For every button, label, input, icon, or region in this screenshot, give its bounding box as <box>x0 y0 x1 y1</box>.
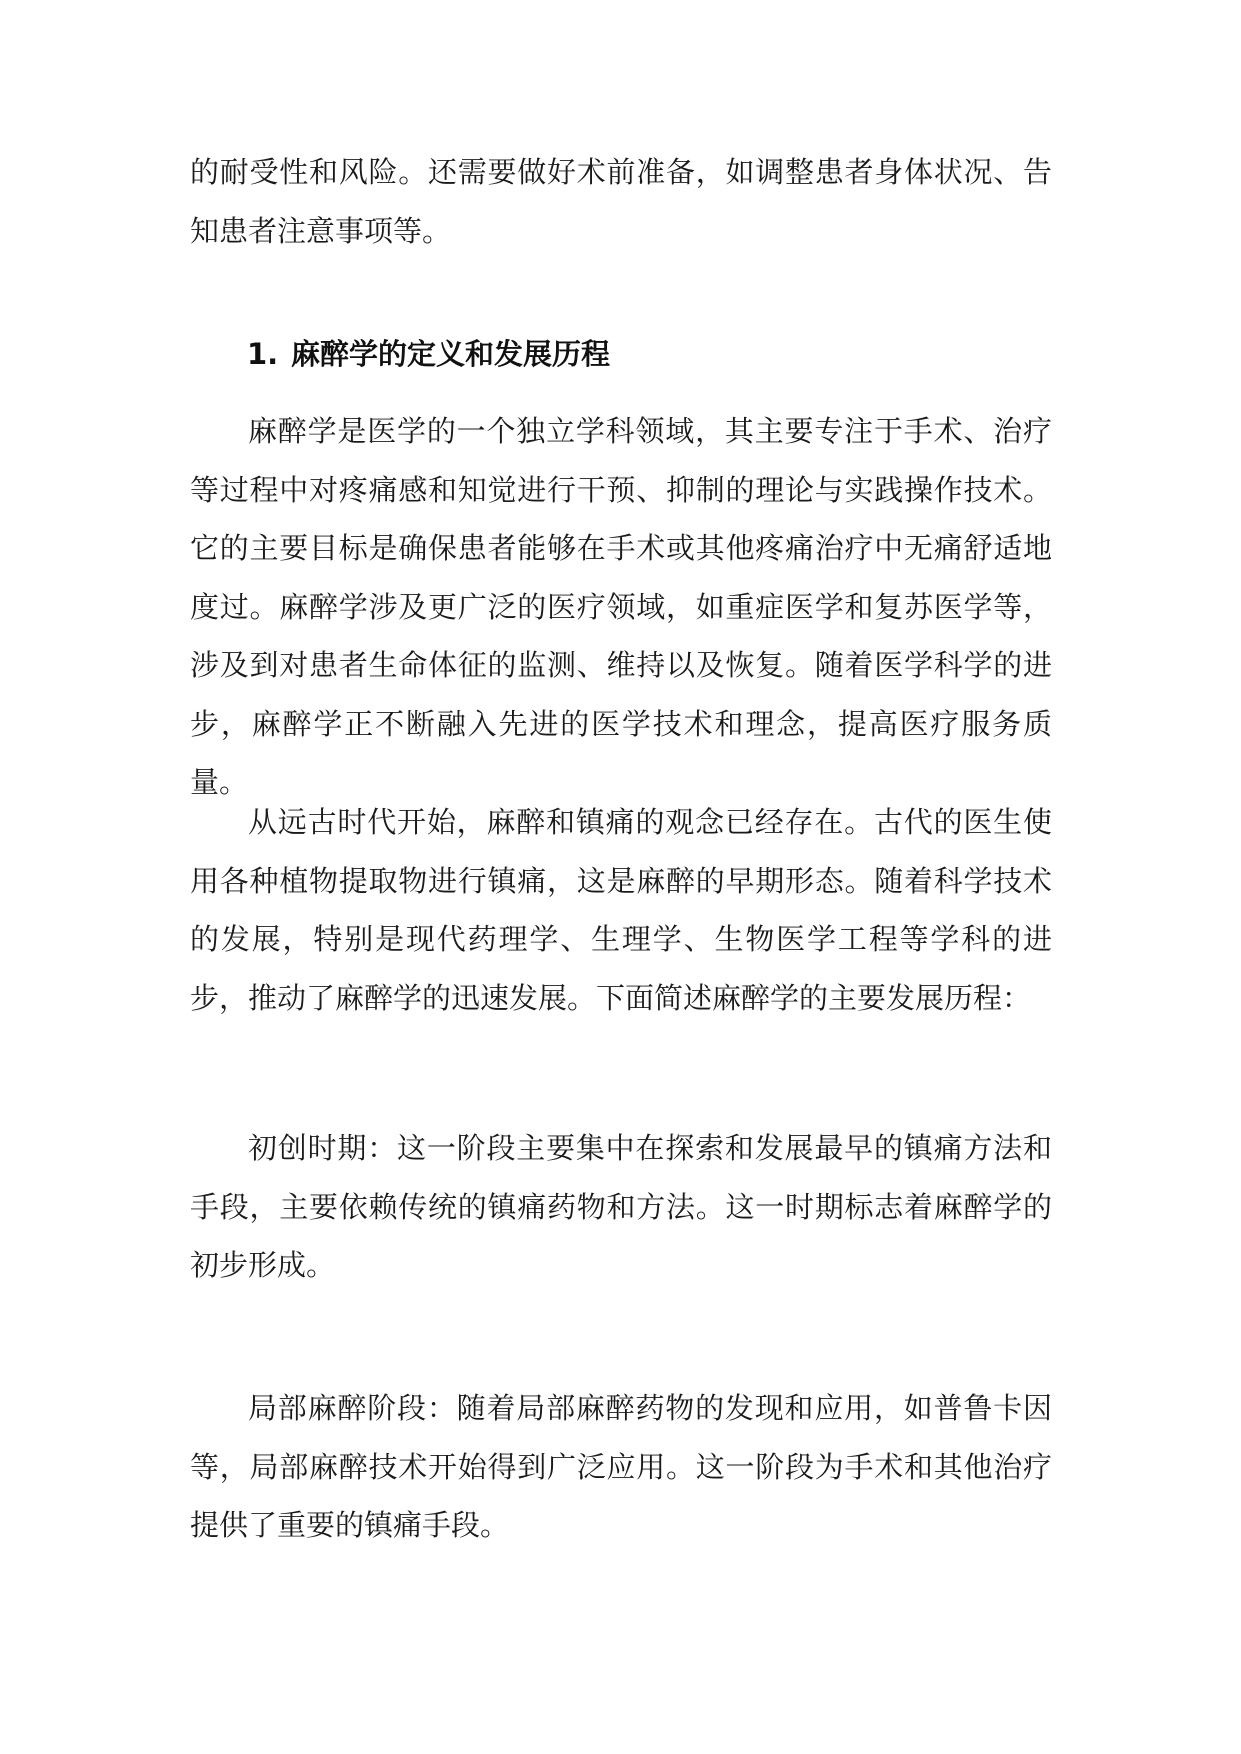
paragraph-definition: 麻醉学是医学的一个独立学科领域，其主要专注于手术、治疗等过程中对疼痛感和知觉进行干预、抑制的理论与实践操作技术。它的主要目标是确保患者能够在手术或其他疼痛治疗中无痛舒适地度过。麻醉学涉及更广泛的医疗领域，如重症医学和复苏医学等，涉及到对患者生命体征的监测、维持以及恢复。随着医学科学的进步，麻醉学正不断融入先进的医学技术和理念，提高医疗服务质量。 <box>190 414 1052 799</box>
paragraph-history: 从远古时代开始，麻醉和镇痛的观念已经存在。古代的医生使用各种植物提取物进行镇痛，这是麻醉的早期形态。随着科学技术的发展，特别是现代药理学、生理学、生物医学工程等学科的进步，推动了麻醉学的迅速发展。下面简述麻醉学的主要发展历程： <box>190 805 1052 1015</box>
section-number: 1. <box>247 337 279 371</box>
section-heading <box>247 325 610 383</box>
section-title: 麻醉学的定义和发展历程 <box>291 337 611 371</box>
paragraph-early-period: 初创时期：这一阶段主要集中在探索和发展最早的镇痛方法和手段，主要依赖传统的镇痛药物和方法。这一时期标志着麻醉学的初步形成。 <box>190 1131 1052 1282</box>
paragraph-continuation: 的耐受性和风险。还需要做好术前准备，如调整患者身体状况、告知患者注意事项等。 <box>190 155 1052 248</box>
paragraph-local-anesthesia: 局部麻醉阶段：随着局部麻醉药物的发现和应用，如普鲁卡因等，局部麻醉技术开始得到广泛应用。这一阶段为手术和其他治疗提供了重要的镇痛手段。 <box>190 1391 1052 1542</box>
